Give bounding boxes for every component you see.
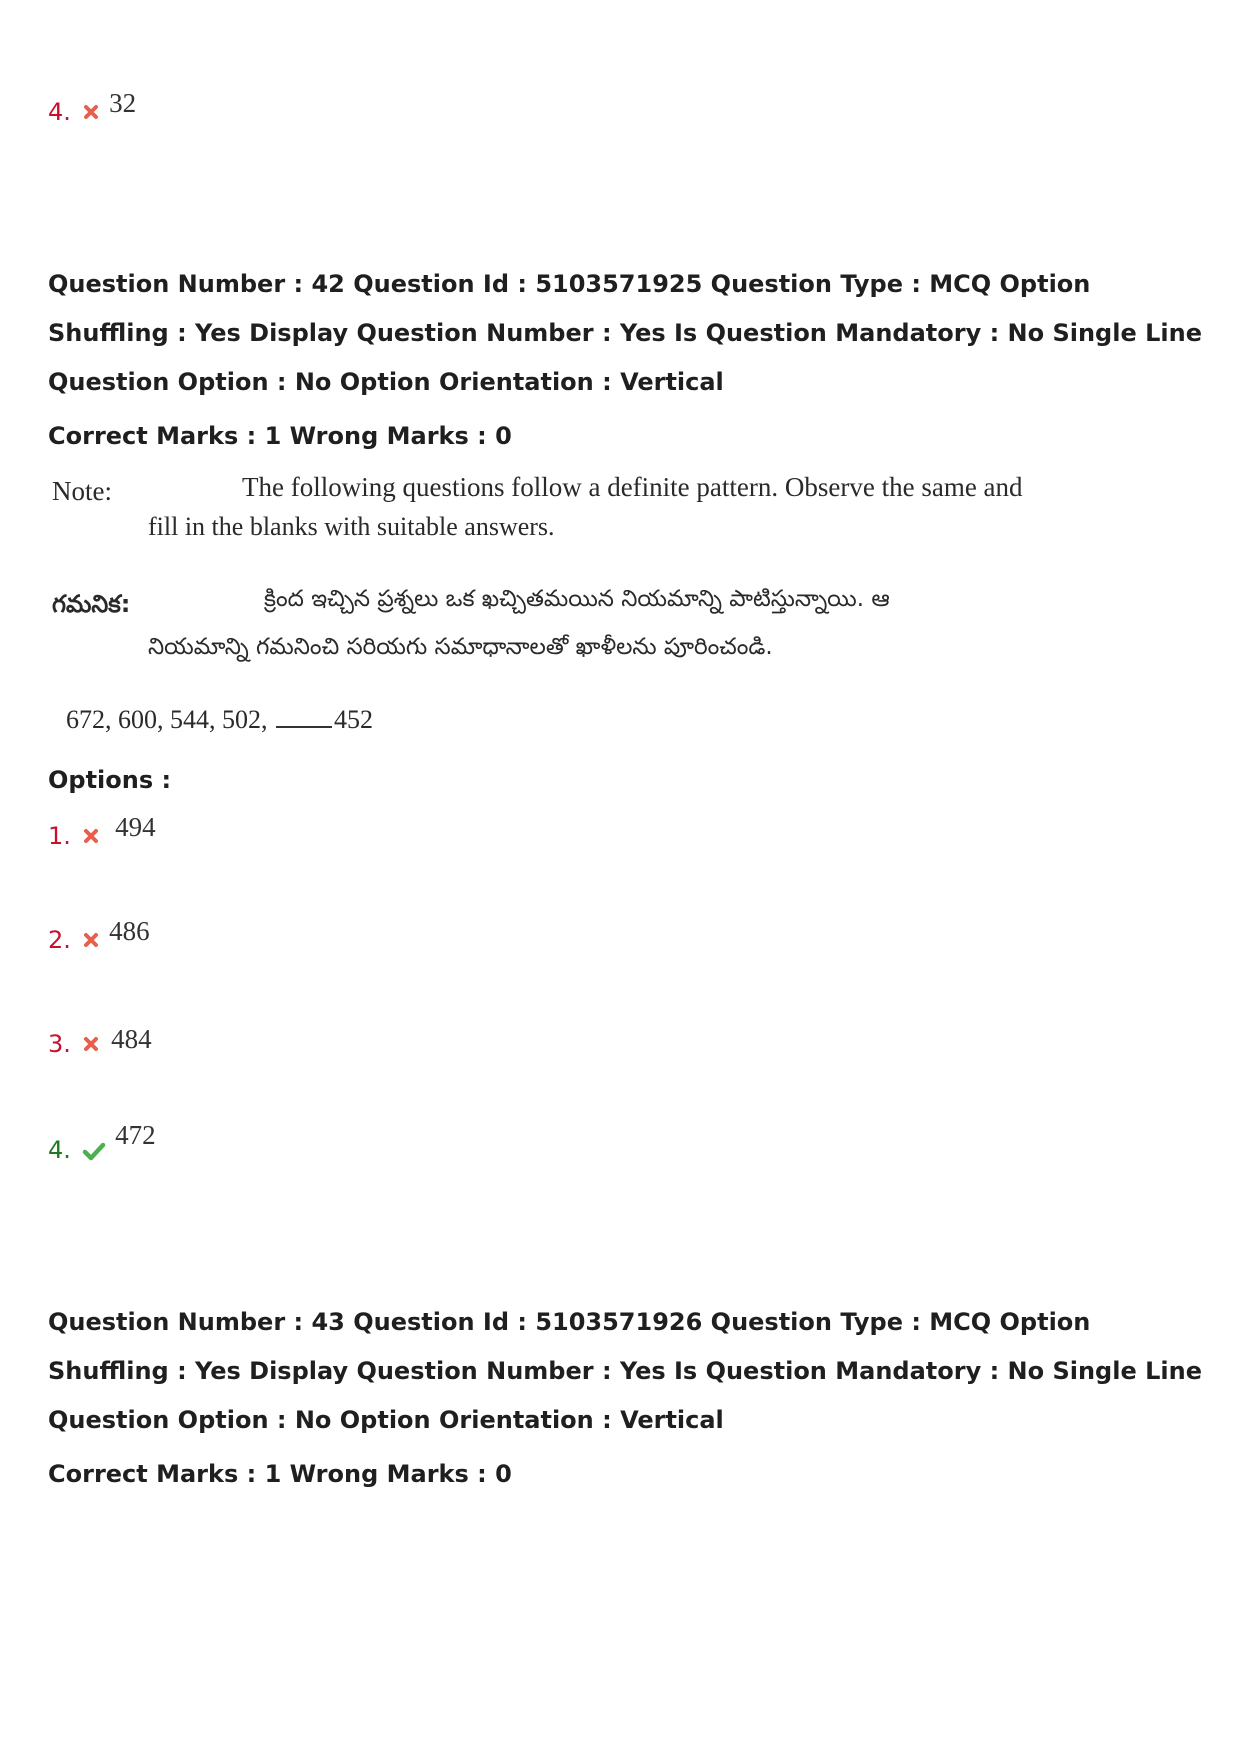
option-value: 494: [115, 812, 156, 842]
cross-icon: [82, 1035, 100, 1053]
telugu-line-2: నియమాన్ని గమనించి సరియగు సమాధానాలతో ఖాళీలను పూరించండి.: [148, 634, 773, 660]
note-line-1: The following questions follow a definite pattern. Observe the same and: [242, 472, 1023, 502]
option-value: 484: [111, 1024, 152, 1054]
sequence-prefix: 672, 600, 544, 502,: [66, 705, 268, 734]
question-42-telugu-note: [52, 586, 952, 666]
prev-option-4: [48, 88, 137, 127]
sequence-suffix: 452: [334, 705, 373, 734]
question-42-note: [52, 472, 1023, 542]
check-icon: [82, 1141, 106, 1159]
option-1: [48, 812, 156, 851]
option-value: 486: [109, 916, 150, 946]
cross-icon: [82, 103, 100, 121]
option-3: [48, 1024, 152, 1059]
option-number: 4.: [48, 1136, 71, 1164]
question-43-marks: Correct Marks : 1 Wrong Marks : 0: [48, 1460, 512, 1488]
option-2: [48, 916, 150, 955]
option-number: 3.: [48, 1030, 71, 1058]
cross-icon: [82, 827, 100, 845]
option-number: 2.: [48, 926, 71, 954]
option-number: 1.: [48, 822, 71, 850]
question-42-sequence: [66, 705, 373, 735]
question-42-marks: Correct Marks : 1 Wrong Marks : 0: [48, 422, 512, 450]
note-line-2: fill in the blanks with suitable answers.: [148, 512, 555, 541]
telugu-line-1: క్రింద ఇచ్చిన ప్రశ్నలు ఒక ఖచ్చితమయిన నియమాన్ని పాటిస్తున్నాయి. ఆ: [264, 586, 890, 612]
option-4: [48, 1120, 156, 1165]
options-label: Options :: [48, 766, 172, 794]
question-42-header: Question Number : 42 Question Id : 5103571925 Question Type : MCQ Option Shuffling : Yes Display Question Number : Yes Is Question Mandatory : No Single Line Question Option : No Option Orientation : Vertical: [48, 270, 1202, 396]
option-value: 472: [115, 1120, 156, 1150]
option-value: 32: [109, 88, 137, 118]
cross-icon: [82, 931, 100, 949]
sequence-blank: [276, 726, 332, 728]
note-label: Note:: [52, 476, 112, 506]
question-43-header: Question Number : 43 Question Id : 5103571926 Question Type : MCQ Option Shuffling : Yes Display Question Number : Yes Is Question Mandatory : No Single Line Question Option : No Option Orientation : Vertical: [48, 1308, 1202, 1434]
option-number: 4.: [48, 98, 71, 126]
telugu-label: గమనిక:: [52, 590, 131, 618]
